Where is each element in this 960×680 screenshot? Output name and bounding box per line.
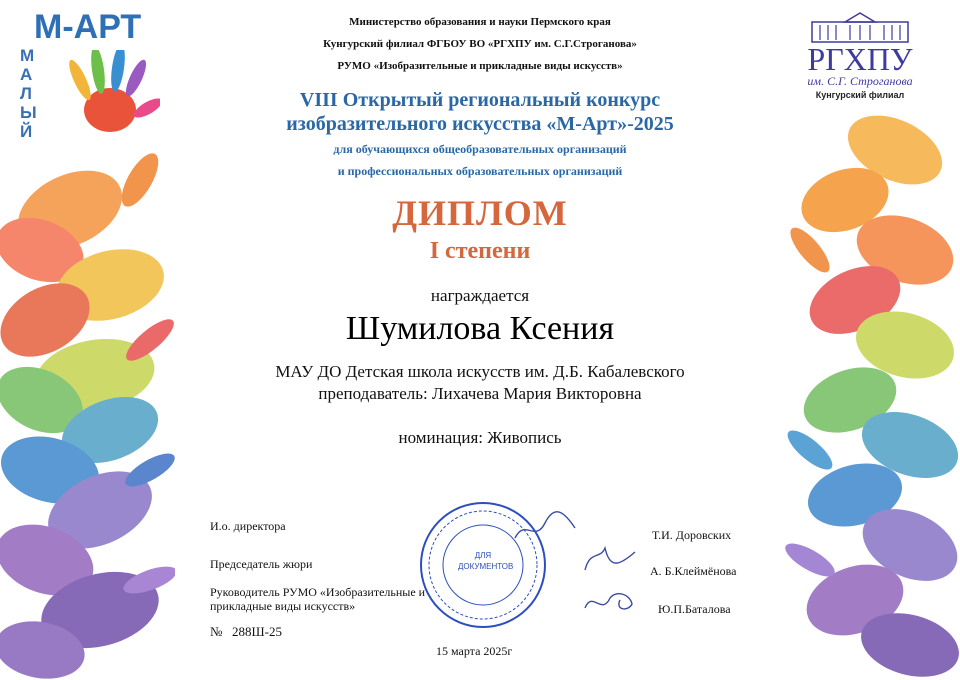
stamp-text: ДЛЯ ДОКУМЕНТОВ bbox=[458, 551, 514, 571]
school-name: МАУ ДО Детская школа искусств им. Д.Б. Кабалевского bbox=[275, 362, 685, 381]
handwritten-signature-2 bbox=[580, 540, 640, 580]
signature-role-rumo-head: Руководитель РУМО «Изобразительные и прикладные виды искусств» bbox=[210, 585, 426, 613]
logo-vertical-word: МАЛЫЙ bbox=[20, 46, 37, 141]
logo-branch: Кунгурский филиал bbox=[815, 90, 905, 100]
diploma-degree: I степени bbox=[429, 238, 531, 264]
logo-name: им. С.Г. Строганова bbox=[807, 74, 913, 88]
contest-title-line2: изобразительного искусства «М-Арт»-2025 bbox=[286, 113, 674, 135]
diploma-title: ДИПЛОМ bbox=[392, 193, 568, 233]
header-rumo: РУМО «Изобразительные и прикладные виды искусств» bbox=[337, 60, 623, 72]
official-stamp bbox=[418, 500, 548, 630]
header-ministry: Министерство образования и науки Пермского края bbox=[349, 16, 611, 28]
contest-subtitle-line1: для обучающихся общеобразовательных организаций bbox=[333, 142, 627, 156]
header-branch: Кунгурский филиал ФГБОУ ВО «РГХПУ им. С.Г.Строганова» bbox=[323, 38, 637, 50]
contest-subtitle-line2: и профессиональных образовательных организаций bbox=[337, 164, 623, 178]
signature-name-rumo-head: Ю.П.Баталова bbox=[658, 602, 731, 616]
contest-title-line1: VIII Открытый региональный конкурс bbox=[299, 89, 661, 111]
diploma-number: 288Ш-25 bbox=[232, 624, 282, 639]
nomination: номинация: Живопись bbox=[398, 428, 562, 447]
awarded-label: награждается bbox=[430, 286, 530, 305]
signature-role-jury-chair: Председатель жюри bbox=[210, 557, 313, 571]
signature-name-jury-chair: А. Б.Клеймёнова bbox=[650, 564, 737, 578]
handwritten-signature-3 bbox=[580, 588, 640, 618]
logo-abbreviation: РГХПУ bbox=[807, 41, 913, 77]
teacher-name: преподаватель: Лихачева Мария Викторовна bbox=[318, 384, 642, 403]
logo-title: М-АРТ bbox=[34, 8, 142, 46]
diploma-number-label: № bbox=[210, 624, 223, 639]
signature-role-director: И.о. директора bbox=[210, 519, 286, 533]
issue-date: 15 марта 2025г bbox=[436, 644, 513, 658]
signature-name-director: Т.И. Доровских bbox=[652, 528, 732, 542]
recipient-name: Шумилова Ксения bbox=[345, 310, 615, 347]
